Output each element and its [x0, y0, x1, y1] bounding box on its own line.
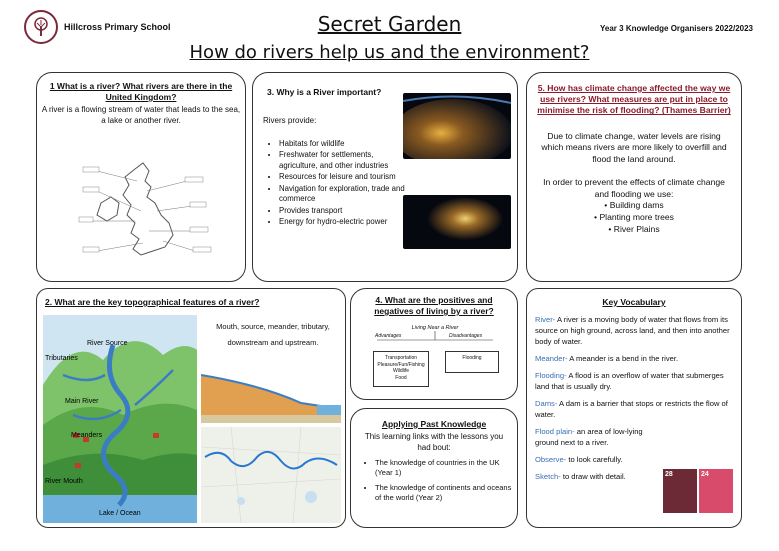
page-subtitle: How do rivers help us and the environment?: [189, 42, 590, 63]
box3-intro: Rivers provide:: [263, 116, 317, 126]
vocab-entry: Dams- A dam is a barrier that stops or restricts the flow of water.: [535, 399, 728, 420]
adv-label: Advantages: [375, 333, 402, 339]
box2-heading: 2. What are the key topographical features of a river?: [45, 297, 260, 307]
box-positives-negatives: [350, 288, 518, 400]
river-profile-diagram: [201, 365, 341, 423]
vocab-heading: Key Vocabulary: [602, 297, 666, 307]
sdg-badge-24: 24: [699, 469, 733, 513]
past-list: [375, 458, 517, 504]
label-main: Main River: [65, 398, 99, 405]
box1-text: A river is a flowing stream of water that leads to the sea, a lake or another river.: [41, 105, 241, 125]
vocab-entry: Flood plain- an area of low-lying ground next to a river.: [535, 427, 643, 448]
vocab-entry: River- A river is a moving body of water that flows from its source on high ground, across land, and then into another body of water.: [535, 315, 730, 347]
box-why-river-important: [252, 72, 518, 282]
past-intro: This learning links with the lessons you had bout:: [364, 432, 504, 452]
box-climate-change: [526, 72, 742, 282]
disadvantages-box: Flooding: [445, 351, 499, 373]
school-name: Hillcross Primary School: [64, 22, 171, 32]
dis-label: Disadvantages: [449, 333, 483, 339]
box5-para1: Due to climate change, water levels are rising which means rivers are more likely to overfill and flood the land around.: [541, 130, 727, 164]
past-heading: Applying Past Knowledge: [381, 419, 487, 429]
box4-heading: 4. What are the positives and negatives of living by a river?: [374, 295, 494, 317]
box5-para2: In order to prevent the effects of climate change and flooding we use:: [543, 177, 725, 199]
advantages-box: Transportation Pleasure/Fun/Fishing Wildlife Food: [373, 351, 429, 387]
label-meanders: Meanders: [71, 432, 103, 439]
list-item: • River Plains: [608, 223, 660, 234]
box3-heading: 3. Why is a River important?: [267, 87, 382, 97]
list-item: • Habitats for wildlife: [279, 139, 409, 150]
page-title: Secret Garden: [317, 12, 462, 36]
box-topographical-features: [36, 288, 346, 528]
sdg-badge-28: 28: [663, 469, 697, 513]
night-city-photo-1: [403, 93, 511, 159]
night-city-photo-2: [403, 195, 511, 249]
box1-heading: 1 What is a river? What rivers are there in the United Kingdom?: [49, 81, 233, 103]
list-item: • Energy for hydro-electric power: [279, 217, 409, 228]
box-key-vocabulary: [526, 288, 742, 528]
vocab-entry: Flooding- A flood is an overflow of water that submerges land that is usually dry.: [535, 371, 724, 392]
box3-list: [279, 139, 409, 228]
river-map: [201, 427, 341, 523]
vocab-entry: Meander- A meander is a bend in the river.: [535, 354, 679, 364]
list-item: • Building dams: [604, 200, 664, 211]
uk-map: [77, 151, 217, 271]
list-item: • The knowledge of countries in the UK (Year 1): [375, 458, 517, 478]
box2-features: Mouth, source, meander, tributary, downstream and upstream.: [216, 322, 330, 347]
list-item: • Provides transport: [279, 206, 409, 217]
vocab-entry: Sketch- to draw with detail.: [535, 472, 626, 482]
river-illustration: [43, 315, 197, 523]
label-mouth: River Mouth: [45, 478, 83, 485]
list-item: • Planting more trees: [594, 212, 674, 223]
list-item: • Freshwater for settlements, agriculture, and other industries: [279, 150, 409, 171]
organiser-label: Year 3 Knowledge Organisers 2022/2023: [600, 24, 753, 33]
list-item: • Resources for leisure and tourism: [279, 172, 409, 183]
label-tributaries: Tributaries: [45, 355, 78, 362]
list-item: • The knowledge of continents and oceans of the world (Year 2): [375, 483, 517, 503]
label-source: River Source: [87, 340, 128, 347]
list-item: • Navigation for exploration, trade and commerce: [279, 184, 409, 205]
box-what-is-river: [36, 72, 246, 282]
sdg-badges: [663, 469, 733, 513]
vocab-entry: Observe- to look carefully.: [535, 455, 623, 465]
chart-title: Living Near a River: [411, 325, 459, 331]
box5-heading: 5. How has climate change affected the way we use rivers? What measures are put in place to minimise the risk of flooding? (Thames Barrier): [537, 83, 731, 116]
box5-list: [527, 200, 741, 235]
box-past-knowledge: [350, 408, 518, 528]
vocab-list: [535, 314, 733, 482]
label-lake: Lake / Ocean: [99, 510, 141, 517]
